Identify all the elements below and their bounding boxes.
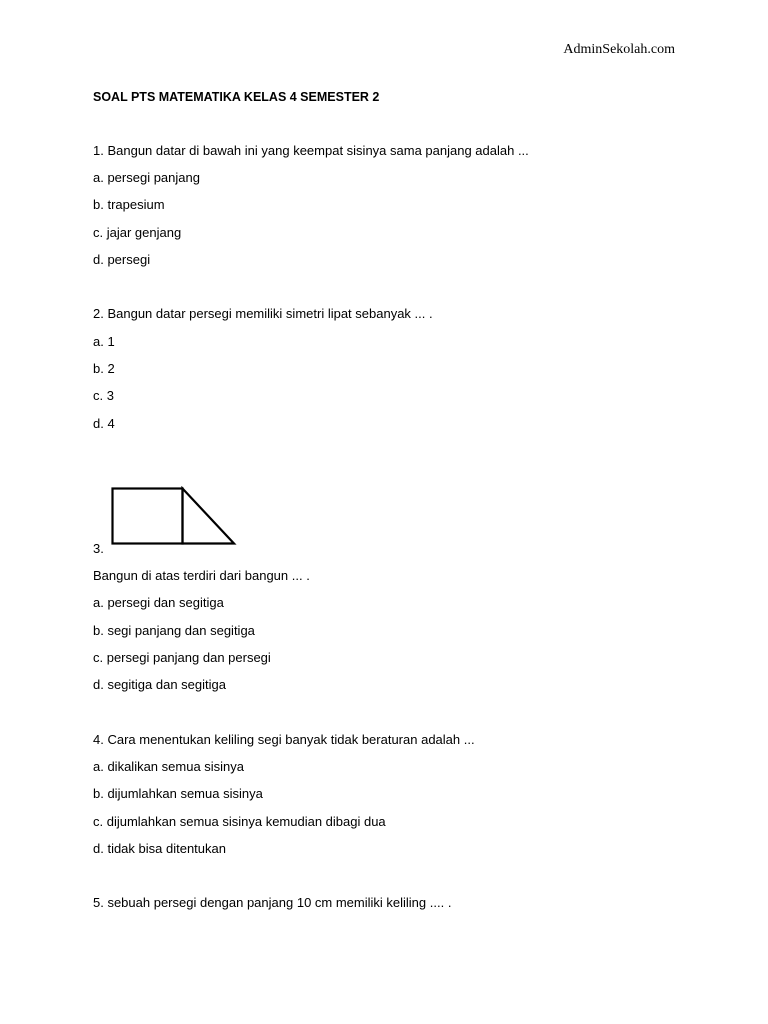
question-1-option-d: d. persegi <box>93 252 151 267</box>
question-2-option-d: d. 4 <box>93 416 115 431</box>
site-watermark: AdminSekolah.com <box>563 42 675 57</box>
question-2-option-b: b. 2 <box>93 361 115 376</box>
question-4-option-a: a. dikalikan semua sisinya <box>93 759 245 774</box>
question-4-option-b: b. dijumlahkan semua sisinya <box>93 786 263 801</box>
question-2-option-c: c. 3 <box>93 388 114 403</box>
question-3-option-b: b. segi panjang dan segitiga <box>93 623 255 638</box>
question-1-option-c: c. jajar genjang <box>93 225 182 240</box>
question-5-stem: 5. sebuah persegi dengan panjang 10 cm memiliki keliling .... . <box>93 895 452 910</box>
figure-square <box>113 489 183 544</box>
question-3-option-d: d. segitiga dan segitiga <box>93 677 226 692</box>
question-1-option-a: a. persegi panjang <box>93 170 200 185</box>
question-3-number: 3. <box>93 541 104 556</box>
question-3-stem: Bangun di atas terdiri dari bangun ... . <box>93 568 310 583</box>
question-1-stem: 1. Bangun datar di bawah ini yang keempat sisinya sama panjang adalah ... <box>93 143 529 158</box>
question-4-stem: 4. Cara menentukan keliling segi banyak tidak beraturan adalah ... <box>93 732 475 747</box>
figure-triangle <box>183 489 235 544</box>
square-and-triangle-figure <box>110 486 240 548</box>
question-3-option-a: a. persegi dan segitiga <box>93 595 224 610</box>
question-2-option-a: a. 1 <box>93 334 115 349</box>
question-1-option-b: b. trapesium <box>93 197 165 212</box>
document-title: SOAL PTS MATEMATIKA KELAS 4 SEMESTER 2 <box>93 90 380 104</box>
question-3-option-c: c. persegi panjang dan persegi <box>93 650 271 665</box>
question-4-option-d: d. tidak bisa ditentukan <box>93 841 226 856</box>
question-4-option-c: c. dijumlahkan semua sisinya kemudian dibagi dua <box>93 814 386 829</box>
question-2-stem: 2. Bangun datar persegi memiliki simetri lipat sebanyak ... . <box>93 306 433 321</box>
